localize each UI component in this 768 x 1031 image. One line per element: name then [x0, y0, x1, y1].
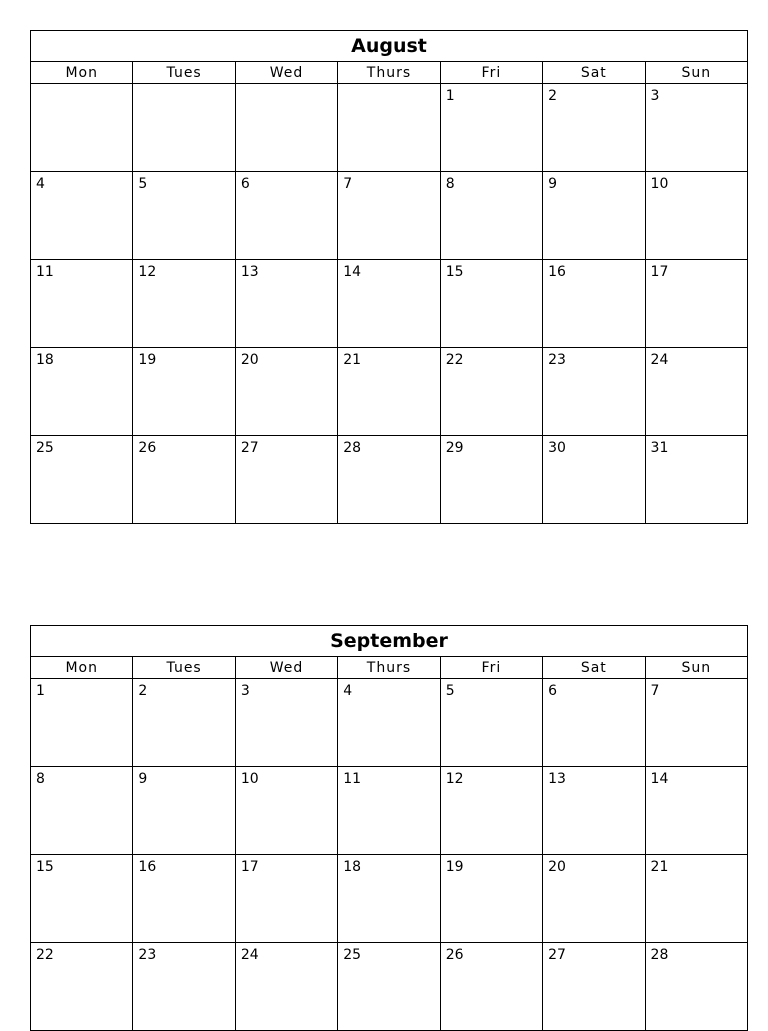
day-number: 16 [548, 264, 566, 280]
day-cell [543, 767, 645, 855]
month-title: August [30, 30, 748, 61]
day-number [236, 84, 337, 88]
week-row [31, 436, 748, 524]
weekday-header-row [31, 657, 748, 679]
weekday-header: Sun [645, 62, 747, 84]
day-cell [31, 679, 133, 767]
week-row [31, 855, 748, 943]
weekday-header: Fri [440, 62, 542, 84]
day-cell [235, 84, 337, 172]
day-cell [543, 679, 645, 767]
month-title: September [30, 625, 748, 656]
day-number: 24 [650, 352, 669, 368]
day-number: 8 [36, 771, 45, 787]
weekday-header: Thurs [338, 657, 440, 679]
day-cell [645, 767, 747, 855]
day-cell [440, 436, 542, 524]
day-number: 9 [548, 176, 558, 192]
day-number: 28 [650, 947, 669, 963]
day-cell [645, 172, 747, 260]
day-number: 13 [240, 264, 259, 280]
day-number: 27 [240, 440, 259, 456]
day-cell [543, 84, 645, 172]
day-number: 17 [240, 859, 259, 875]
day-number: 18 [343, 859, 362, 875]
day-cell [31, 943, 133, 1031]
day-cell [235, 679, 337, 767]
day-number: 4 [343, 683, 353, 699]
day-cell [235, 767, 337, 855]
weekday-header: Mon [31, 62, 133, 84]
day-number: 21 [343, 352, 362, 368]
day-number: 25 [36, 440, 54, 456]
day-number: 6 [240, 176, 250, 192]
day-cell [338, 172, 440, 260]
day-number: 27 [548, 947, 566, 963]
day-number: 23 [138, 947, 157, 963]
day-cell [133, 84, 235, 172]
day-number: 26 [445, 947, 464, 963]
day-number: 20 [240, 352, 259, 368]
day-number: 11 [36, 264, 54, 280]
weekday-header: Sat [543, 62, 645, 84]
day-cell [645, 855, 747, 943]
day-cell [645, 84, 747, 172]
day-number: 14 [650, 771, 669, 787]
day-cell [235, 943, 337, 1031]
day-number: 24 [240, 947, 259, 963]
day-cell [338, 855, 440, 943]
weekday-header: Sun [645, 657, 747, 679]
day-cell [31, 855, 133, 943]
day-number: 8 [445, 176, 455, 192]
weekday-header: Sat [543, 657, 645, 679]
day-cell [338, 767, 440, 855]
day-number: 23 [548, 352, 566, 368]
day-cell [31, 348, 133, 436]
day-cell [645, 260, 747, 348]
day-cell [338, 84, 440, 172]
day-number: 7 [343, 176, 353, 192]
month-calendar-september [30, 625, 748, 1031]
day-number: 5 [445, 683, 455, 699]
day-cell [440, 348, 542, 436]
day-cell [133, 348, 235, 436]
weekday-header: Thurs [338, 62, 440, 84]
day-cell [338, 679, 440, 767]
day-number: 3 [240, 683, 250, 699]
week-row [31, 84, 748, 172]
day-cell [440, 679, 542, 767]
day-number: 17 [650, 264, 669, 280]
day-number: 29 [445, 440, 464, 456]
day-number [31, 84, 132, 88]
day-cell [31, 260, 133, 348]
day-cell [338, 348, 440, 436]
day-cell [133, 855, 235, 943]
day-cell [440, 767, 542, 855]
weekday-header: Fri [440, 657, 542, 679]
day-cell [133, 943, 235, 1031]
day-cell [543, 348, 645, 436]
day-cell [440, 260, 542, 348]
day-cell [235, 436, 337, 524]
weekday-header: Tues [133, 657, 235, 679]
day-number: 14 [343, 264, 362, 280]
day-cell [133, 679, 235, 767]
day-number: 2 [548, 88, 558, 104]
day-cell [645, 348, 747, 436]
day-number: 15 [36, 859, 54, 875]
month-calendar-august [30, 30, 748, 524]
day-number: 1 [445, 88, 455, 104]
day-number: 26 [138, 440, 157, 456]
day-number: 7 [650, 683, 660, 699]
day-number: 18 [36, 352, 54, 368]
week-row [31, 260, 748, 348]
day-cell [543, 172, 645, 260]
day-cell [31, 767, 133, 855]
day-cell [543, 260, 645, 348]
day-cell [645, 679, 747, 767]
week-row [31, 767, 748, 855]
day-cell [338, 943, 440, 1031]
weekday-header: Wed [235, 657, 337, 679]
day-number: 2 [138, 683, 148, 699]
day-number: 5 [138, 176, 148, 192]
day-number [133, 84, 234, 88]
day-cell [235, 172, 337, 260]
day-number: 22 [445, 352, 464, 368]
week-row [31, 679, 748, 767]
day-number: 9 [138, 771, 148, 787]
day-cell [543, 436, 645, 524]
day-cell [440, 172, 542, 260]
day-number: 31 [650, 440, 669, 456]
day-number: 12 [138, 264, 157, 280]
weekday-header: Wed [235, 62, 337, 84]
day-number: 21 [650, 859, 669, 875]
day-cell [31, 436, 133, 524]
day-cell [235, 348, 337, 436]
weekday-header: Tues [133, 62, 235, 84]
day-number: 15 [445, 264, 464, 280]
week-row [31, 943, 748, 1031]
day-number: 22 [36, 947, 54, 963]
calendar-grid [30, 61, 748, 524]
day-number: 10 [650, 176, 669, 192]
day-cell [543, 943, 645, 1031]
day-cell [133, 436, 235, 524]
day-cell [31, 84, 133, 172]
day-cell [338, 260, 440, 348]
day-cell [133, 260, 235, 348]
day-cell [440, 943, 542, 1031]
day-cell [338, 436, 440, 524]
weekday-header: Mon [31, 657, 133, 679]
day-cell [645, 943, 747, 1031]
day-number: 19 [445, 859, 464, 875]
day-cell [235, 855, 337, 943]
week-row [31, 348, 748, 436]
day-cell [133, 767, 235, 855]
weekday-header-row [31, 62, 748, 84]
day-number: 3 [650, 88, 660, 104]
day-number: 10 [240, 771, 259, 787]
day-cell [31, 172, 133, 260]
day-number [338, 84, 439, 88]
day-number: 30 [548, 440, 566, 456]
day-number: 1 [36, 683, 45, 699]
week-row [31, 172, 748, 260]
day-number: 28 [343, 440, 362, 456]
day-number: 13 [548, 771, 566, 787]
day-cell [440, 855, 542, 943]
day-number: 16 [138, 859, 157, 875]
day-number: 12 [445, 771, 464, 787]
day-cell [235, 260, 337, 348]
day-number: 25 [343, 947, 362, 963]
day-cell [440, 84, 542, 172]
day-number: 19 [138, 352, 157, 368]
day-number: 11 [343, 771, 362, 787]
day-cell [645, 436, 747, 524]
day-number: 6 [548, 683, 558, 699]
day-cell [543, 855, 645, 943]
day-number: 20 [548, 859, 566, 875]
day-number: 4 [36, 176, 45, 192]
calendar-grid [30, 656, 748, 1031]
day-cell [133, 172, 235, 260]
